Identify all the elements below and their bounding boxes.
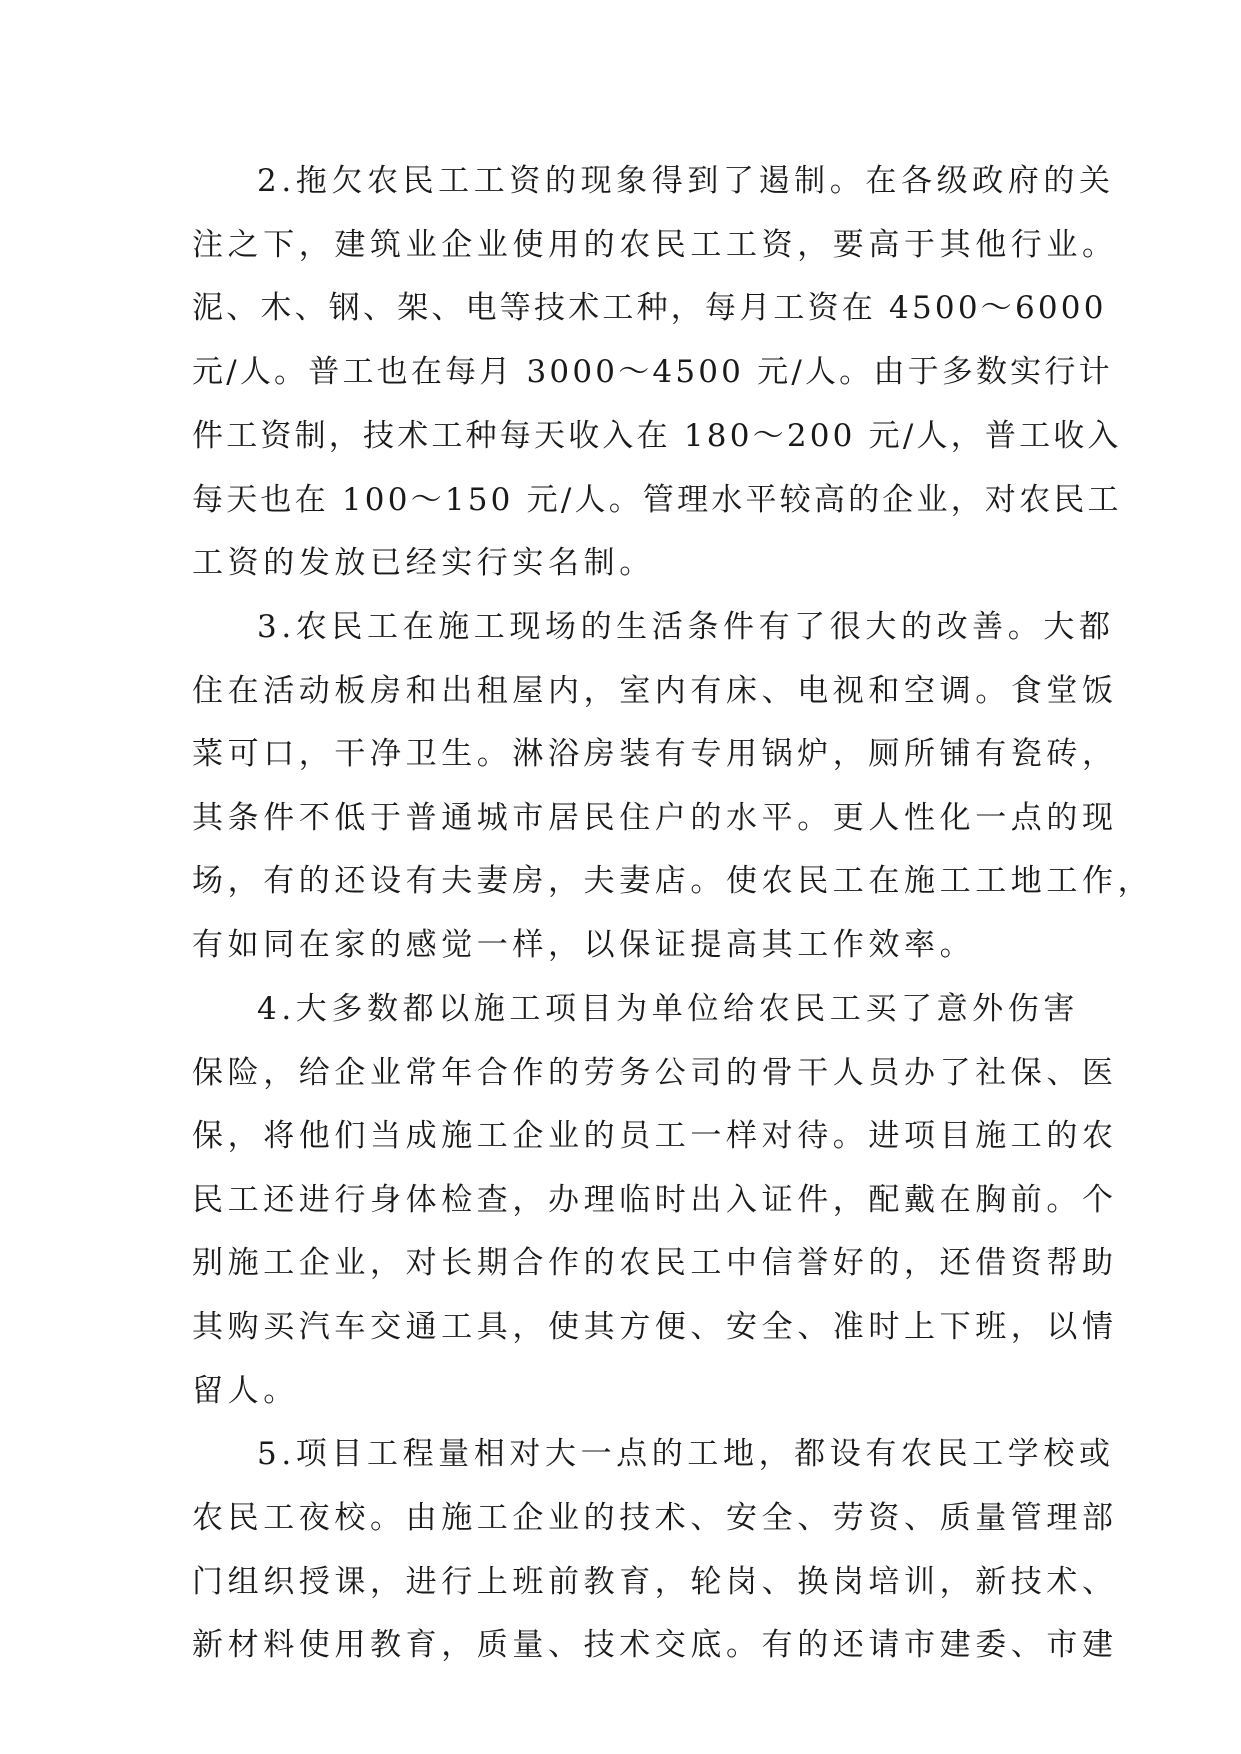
paragraph-3-line-6: 有如同在家的感觉一样，以保证提高其工作效率。	[192, 927, 976, 963]
paragraph-5-line-3: 门组织授课，进行上班前教育，轮岗、换岗培训，新技术、	[192, 1564, 1118, 1600]
paragraph-4-line-7: 留人。	[192, 1373, 299, 1409]
paragraph-3-line-5: 场，有的还设有夫妻房，夫妻店。使农民工在施工工地工作，	[192, 863, 1154, 899]
paragraph-3-line-2: 住在活动板房和出租屋内，室内有床、电视和空调。食堂饭	[192, 673, 1118, 709]
paragraph-5-line-4: 新材料使用教育，质量、技术交底。有的还请市建委、市建	[192, 1627, 1118, 1663]
paragraph-4-line-1: 4.大多数都以施工项目为单位给农民工买了意外伤害	[257, 991, 1079, 1027]
paragraph-2-line-7: 工资的发放已经实行实名制。	[192, 545, 655, 581]
paragraph-4-line-5: 别施工企业，对长期合作的农民工中信誉好的，还借资帮助	[192, 1245, 1118, 1281]
paragraph-3-line-3: 菜可口，干净卫生。淋浴房装有专用锅炉，厕所铺有瓷砖，	[192, 736, 1118, 772]
paragraph-2-line-3: 泥、木、钢、架、电等技术工种，每月工资在 4500～6000	[192, 290, 1107, 326]
paragraph-2-line-1: 2.拖欠农民工工资的现象得到了遏制。在各级政府的关	[257, 163, 1115, 199]
paragraph-2-line-2: 注之下，建筑业企业使用的农民工工资，要高于其他行业。	[192, 227, 1118, 263]
paragraph-4-line-4: 民工还进行身体检查，办理临时出入证件，配戴在胸前。个	[192, 1182, 1118, 1218]
paragraph-3-line-1: 3.农民工在施工现场的生活条件有了很大的改善。大都	[257, 609, 1115, 645]
paragraph-3-line-4: 其条件不低于普通城市居民住户的水平。更人性化一点的现	[192, 800, 1118, 836]
paragraph-4-line-6: 其购买汽车交通工具，使其方便、安全、准时上下班，以情	[192, 1309, 1118, 1345]
paragraph-4-line-3: 保，将他们当成施工企业的员工一样对待。进项目施工的农	[192, 1118, 1118, 1154]
paragraph-4-line-2: 保险，给企业常年合作的劳务公司的骨干人员办了社保、医	[192, 1055, 1118, 1091]
paragraph-2-line-5: 件工资制，技术工种每天收入在 180～200 元/人，普工收入	[192, 418, 1122, 454]
paragraph-5-line-1: 5.项目工程量相对大一点的工地，都设有农民工学校或	[257, 1436, 1115, 1472]
paragraph-2-line-4: 元/人。普工也在每月 3000～4500 元/人。由于多数实行计	[192, 354, 1113, 390]
paragraph-2-line-6: 每天也在 100～150 元/人。管理水平较高的企业，对农民工	[192, 482, 1122, 518]
paragraph-5-line-2: 农民工夜校。由施工企业的技术、安全、劳资、质量管理部	[192, 1500, 1118, 1536]
